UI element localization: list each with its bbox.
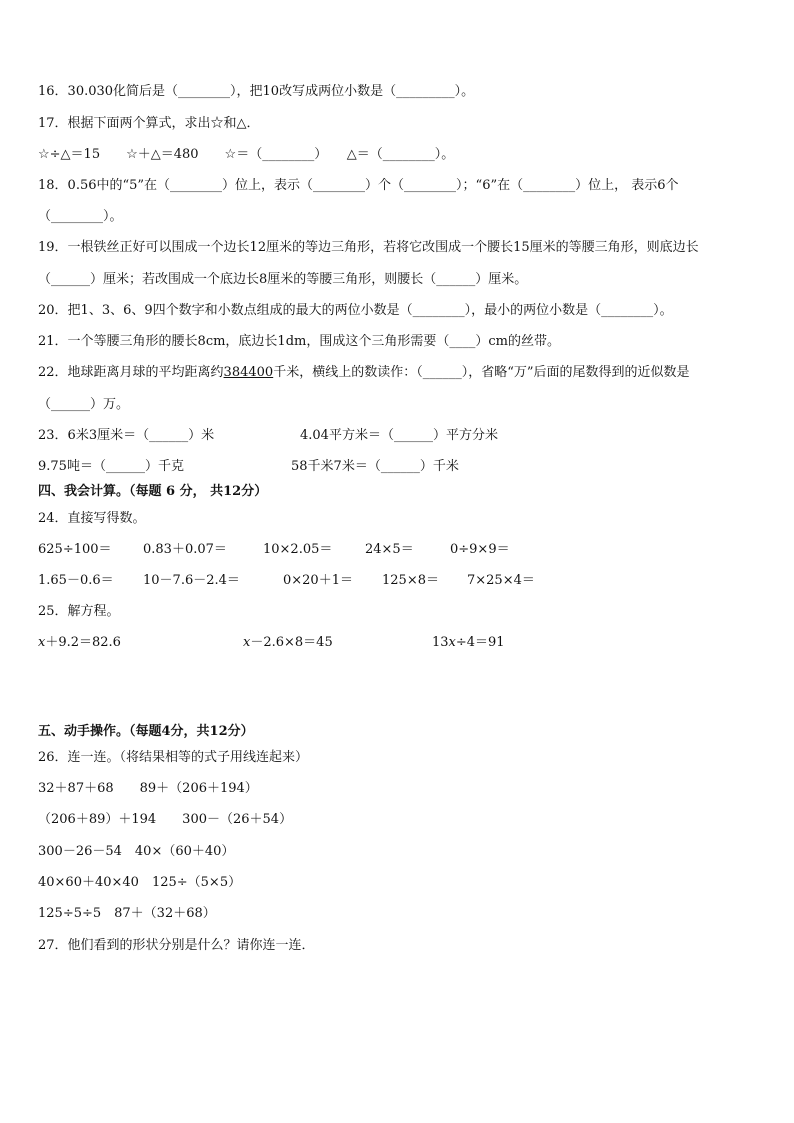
question-22-prefix: 22．地球距离月球的平均距离约 — [38, 365, 224, 380]
equation-item: 𝑥＋9.2＝82.6 — [38, 635, 121, 650]
question-26-title: 26．连一连。（将结果相等的式子用线连起来） — [38, 750, 309, 765]
match-row: （206＋89）＋194 300－（26＋54） — [38, 812, 293, 827]
calc-item: 625÷100＝ — [38, 542, 112, 557]
question-22-line2: （______）万。 — [38, 397, 130, 412]
calc-item: 24×5＝ — [365, 542, 414, 557]
calc-item: 0×20＋1＝ — [283, 573, 353, 588]
question-23-b: 4.04平方米＝（______）平方分米 — [300, 428, 498, 443]
question-20: 20．把1、3、6、9四个数字和小数点组成的最大的两位小数是（________），最小的两位小数是（________）。 — [38, 303, 673, 318]
question-16: 16．30.030化简后是（________），把10改写成两位小数是（_________）。 — [38, 84, 475, 99]
question-25-title: 25．解方程。 — [38, 604, 120, 619]
question-24-title: 24．直接写得数。 — [38, 511, 146, 526]
calc-item: 0.83＋0.07＝ — [143, 542, 227, 557]
question-22-line1 — [38, 364, 689, 382]
calc-item: 10×2.05＝ — [263, 542, 333, 557]
match-row: 40×60＋40×40 125÷（5×5） — [38, 875, 242, 890]
calc-item: 0÷9×9＝ — [450, 542, 510, 557]
question-17-equations: ☆÷△＝15 ☆＋△＝480 ☆＝（________） △＝（________）。 — [38, 147, 455, 162]
question-18-line1: 18．0.56中的“5”在（________）位上，表示（________）个（________）；“6”在（________）位上， 表示6个 — [38, 178, 679, 193]
match-row: 125÷5÷5 87＋（32＋68） — [38, 906, 216, 921]
equation-item: 13𝑥÷4＝91 — [432, 635, 505, 650]
match-row: 300－26－54 40×（60＋40） — [38, 844, 235, 859]
equation-item: 𝑥－2.6×8＝45 — [243, 635, 333, 650]
section-4-heading: 四、我会计算。（每题 6 分， 共12分） — [38, 484, 268, 499]
question-22-underlined-number: 384400 — [223, 365, 274, 380]
question-23-c: 9.75吨＝（______）千克 — [38, 459, 184, 474]
question-19-line1: 19．一根铁丝正好可以围成一个边长12厘米的等边三角形，若将它改围成一个腰长15厘米的等腰三角形，则底边长 — [38, 240, 699, 255]
question-22-suffix: 千米，横线上的数读作：（______），省略“万”后面的尾数得到的近似数是 — [273, 365, 690, 380]
question-23-a: 23．6米3厘米＝（______）米 — [38, 428, 215, 443]
section-5-heading: 五、动手操作。（每题4分，共12分） — [38, 724, 254, 739]
calc-item: 7×25×4＝ — [467, 573, 535, 588]
question-19-line2: （______）厘米；若改围成一个底边长8厘米的等腰三角形，则腰长（______）厘米。 — [38, 272, 528, 287]
match-row: 32＋87＋68 89＋（206＋194） — [38, 781, 258, 796]
question-17-title: 17．根据下面两个算式，求出☆和△． — [38, 116, 260, 131]
question-23-d: 58千米7米＝（______）千米 — [291, 459, 459, 474]
calc-item: 10－7.6－2.4＝ — [143, 573, 240, 588]
question-18-line2: （________）。 — [38, 209, 123, 224]
calc-item: 125×8＝ — [382, 573, 439, 588]
question-21: 21．一个等腰三角形的腰长8cm，底边长1dm，围成这个三角形需要（____）cm的丝带。 — [38, 334, 560, 349]
calc-item: 1.65－0.6＝ — [38, 573, 114, 588]
question-27-title: 27．他们看到的形状分别是什么？请你连一连． — [38, 938, 315, 953]
